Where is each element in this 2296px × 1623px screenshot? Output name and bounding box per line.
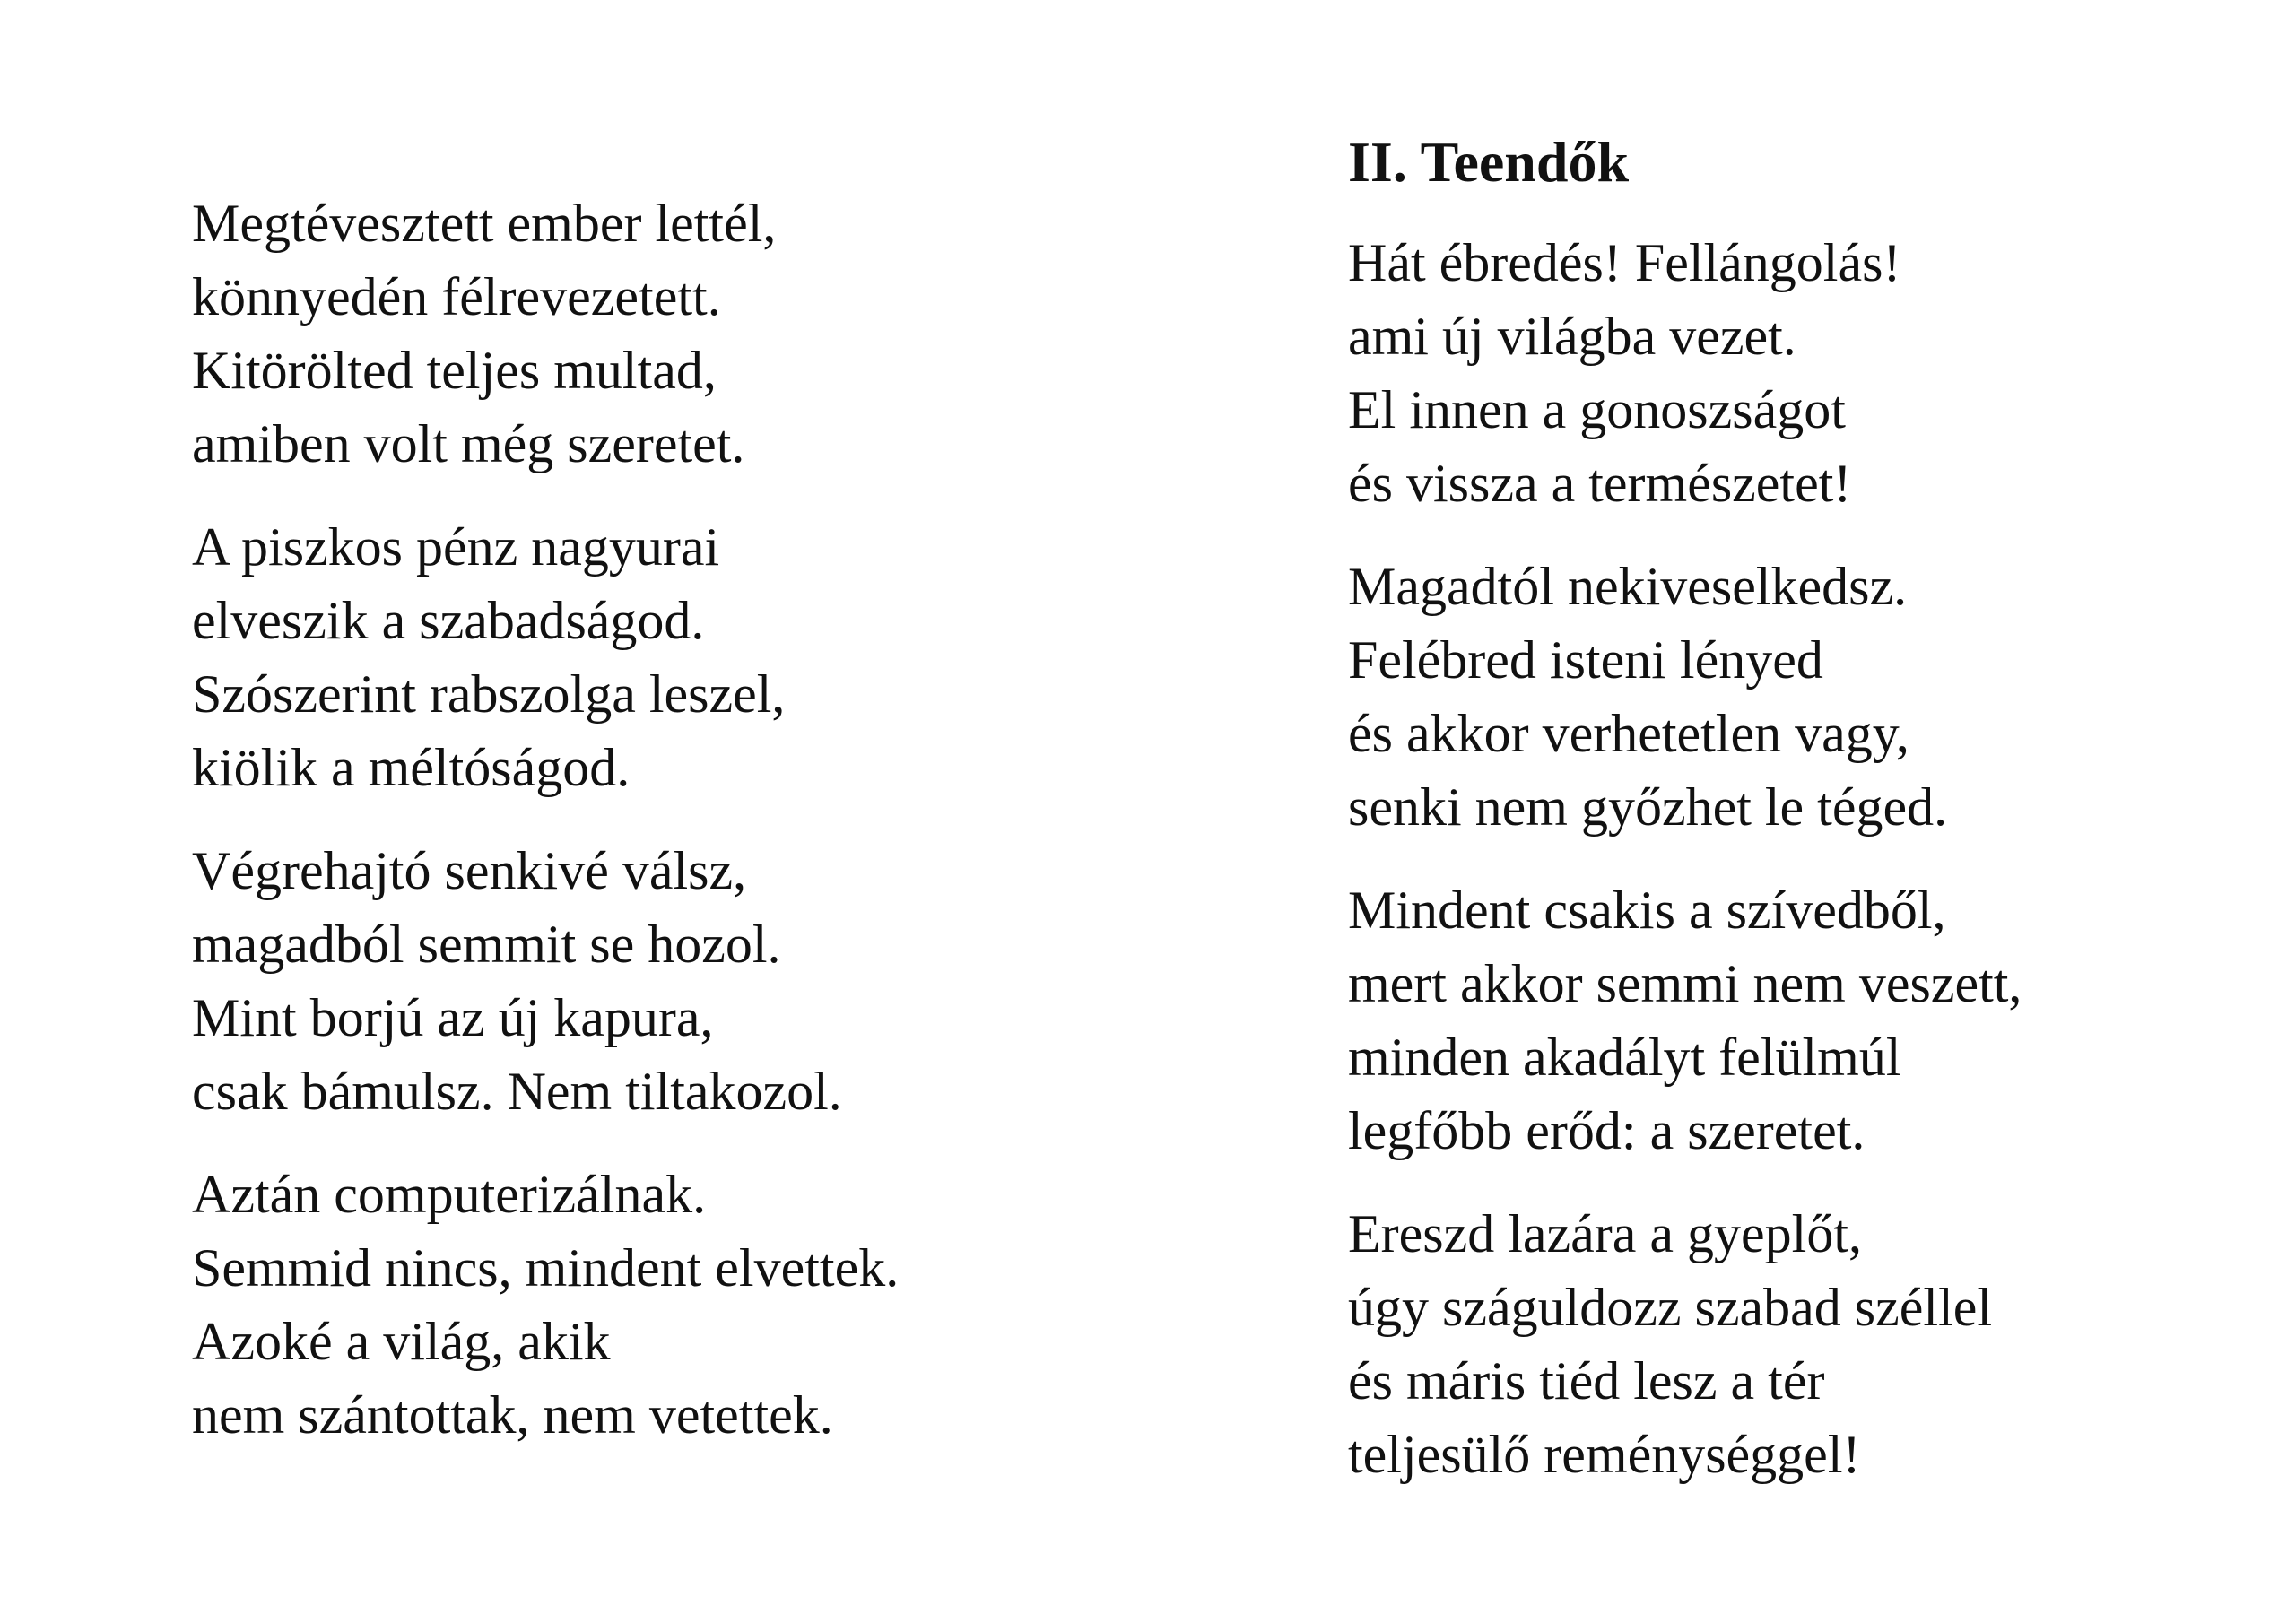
poem-line: csak bámulsz. Nem tiltakozol.: [192, 1062, 842, 1121]
poem-line: teljesülő reménységgel!: [1348, 1425, 1861, 1484]
poem-line: Végrehajtó senkivé válsz,: [192, 841, 747, 900]
poem-line: és akkor verhetetlen vagy,: [1348, 704, 1909, 763]
poem-line: magadból semmit se hozol.: [192, 915, 781, 974]
poem-stanza: [192, 510, 1178, 804]
section-heading: II. Teendők: [1348, 130, 1630, 194]
right-poem-column: [1348, 126, 2281, 1521]
poem-line: Mindent csakis a szívedből,: [1348, 881, 1946, 940]
poem-line: Felébred isteni lényed: [1348, 630, 1823, 690]
poem-line: mert akkor semmi nem veszett,: [1348, 954, 2022, 1013]
poem-line: minden akadályt felülmúl: [1348, 1028, 1901, 1087]
poem-stanza: [1348, 873, 2281, 1167]
poem-line: Ereszd lazára a gyeplőt,: [1348, 1204, 1863, 1263]
poem-line: Szószerint rabszolga leszel,: [192, 664, 786, 724]
poem-line: és vissza a természetet!: [1348, 454, 1852, 513]
poem-stanza: [1348, 226, 2281, 520]
poem-line: Azoké a világ, akik: [192, 1312, 611, 1371]
poem-line: Aztán computerizálnak.: [192, 1165, 707, 1224]
poem-stanza: [192, 1158, 1178, 1452]
poem-line: Mint borjú az új kapura,: [192, 988, 714, 1047]
poem-line: nem szántottak, nem vetettek.: [192, 1385, 833, 1445]
poem-line: legfőbb erőd: a szeretet.: [1348, 1101, 1866, 1160]
poem-stanza: [1348, 550, 2281, 844]
poem-line: Semmid nincs, mindent elvettek.: [192, 1238, 900, 1298]
poem-line: amiben volt még szeretet.: [192, 414, 745, 473]
poem-line: senki nem győzhet le téged.: [1348, 777, 1948, 837]
poem-line: kiölik a méltóságod.: [192, 738, 631, 797]
poem-line: könnyedén félrevezetett.: [192, 267, 721, 326]
poem-stanza: [192, 834, 1178, 1128]
poem-line: Megtévesztett ember lettél,: [192, 194, 777, 253]
poem-line: ami új világba vezet.: [1348, 307, 1796, 366]
poem-line: úgy száguldozz szabad széllel: [1348, 1278, 1993, 1337]
poem-line: Magadtól nekiveselkedsz.: [1348, 557, 1908, 616]
poem-line: és máris tiéd lesz a tér: [1348, 1351, 1825, 1410]
poem-stanza: [1348, 1197, 2281, 1491]
poem-line: Hát ébredés! Fellángolás!: [1348, 233, 1901, 292]
poem-line: El innen a gonoszságot: [1348, 380, 1846, 439]
poem-stanza: [192, 187, 1178, 481]
poem-line: elveszik a szabadságod.: [192, 591, 705, 650]
left-poem-column: [192, 187, 1178, 1481]
poem-line: Kitörölted teljes multad,: [192, 341, 717, 400]
poem-line: A piszkos pénz nagyurai: [192, 517, 720, 577]
